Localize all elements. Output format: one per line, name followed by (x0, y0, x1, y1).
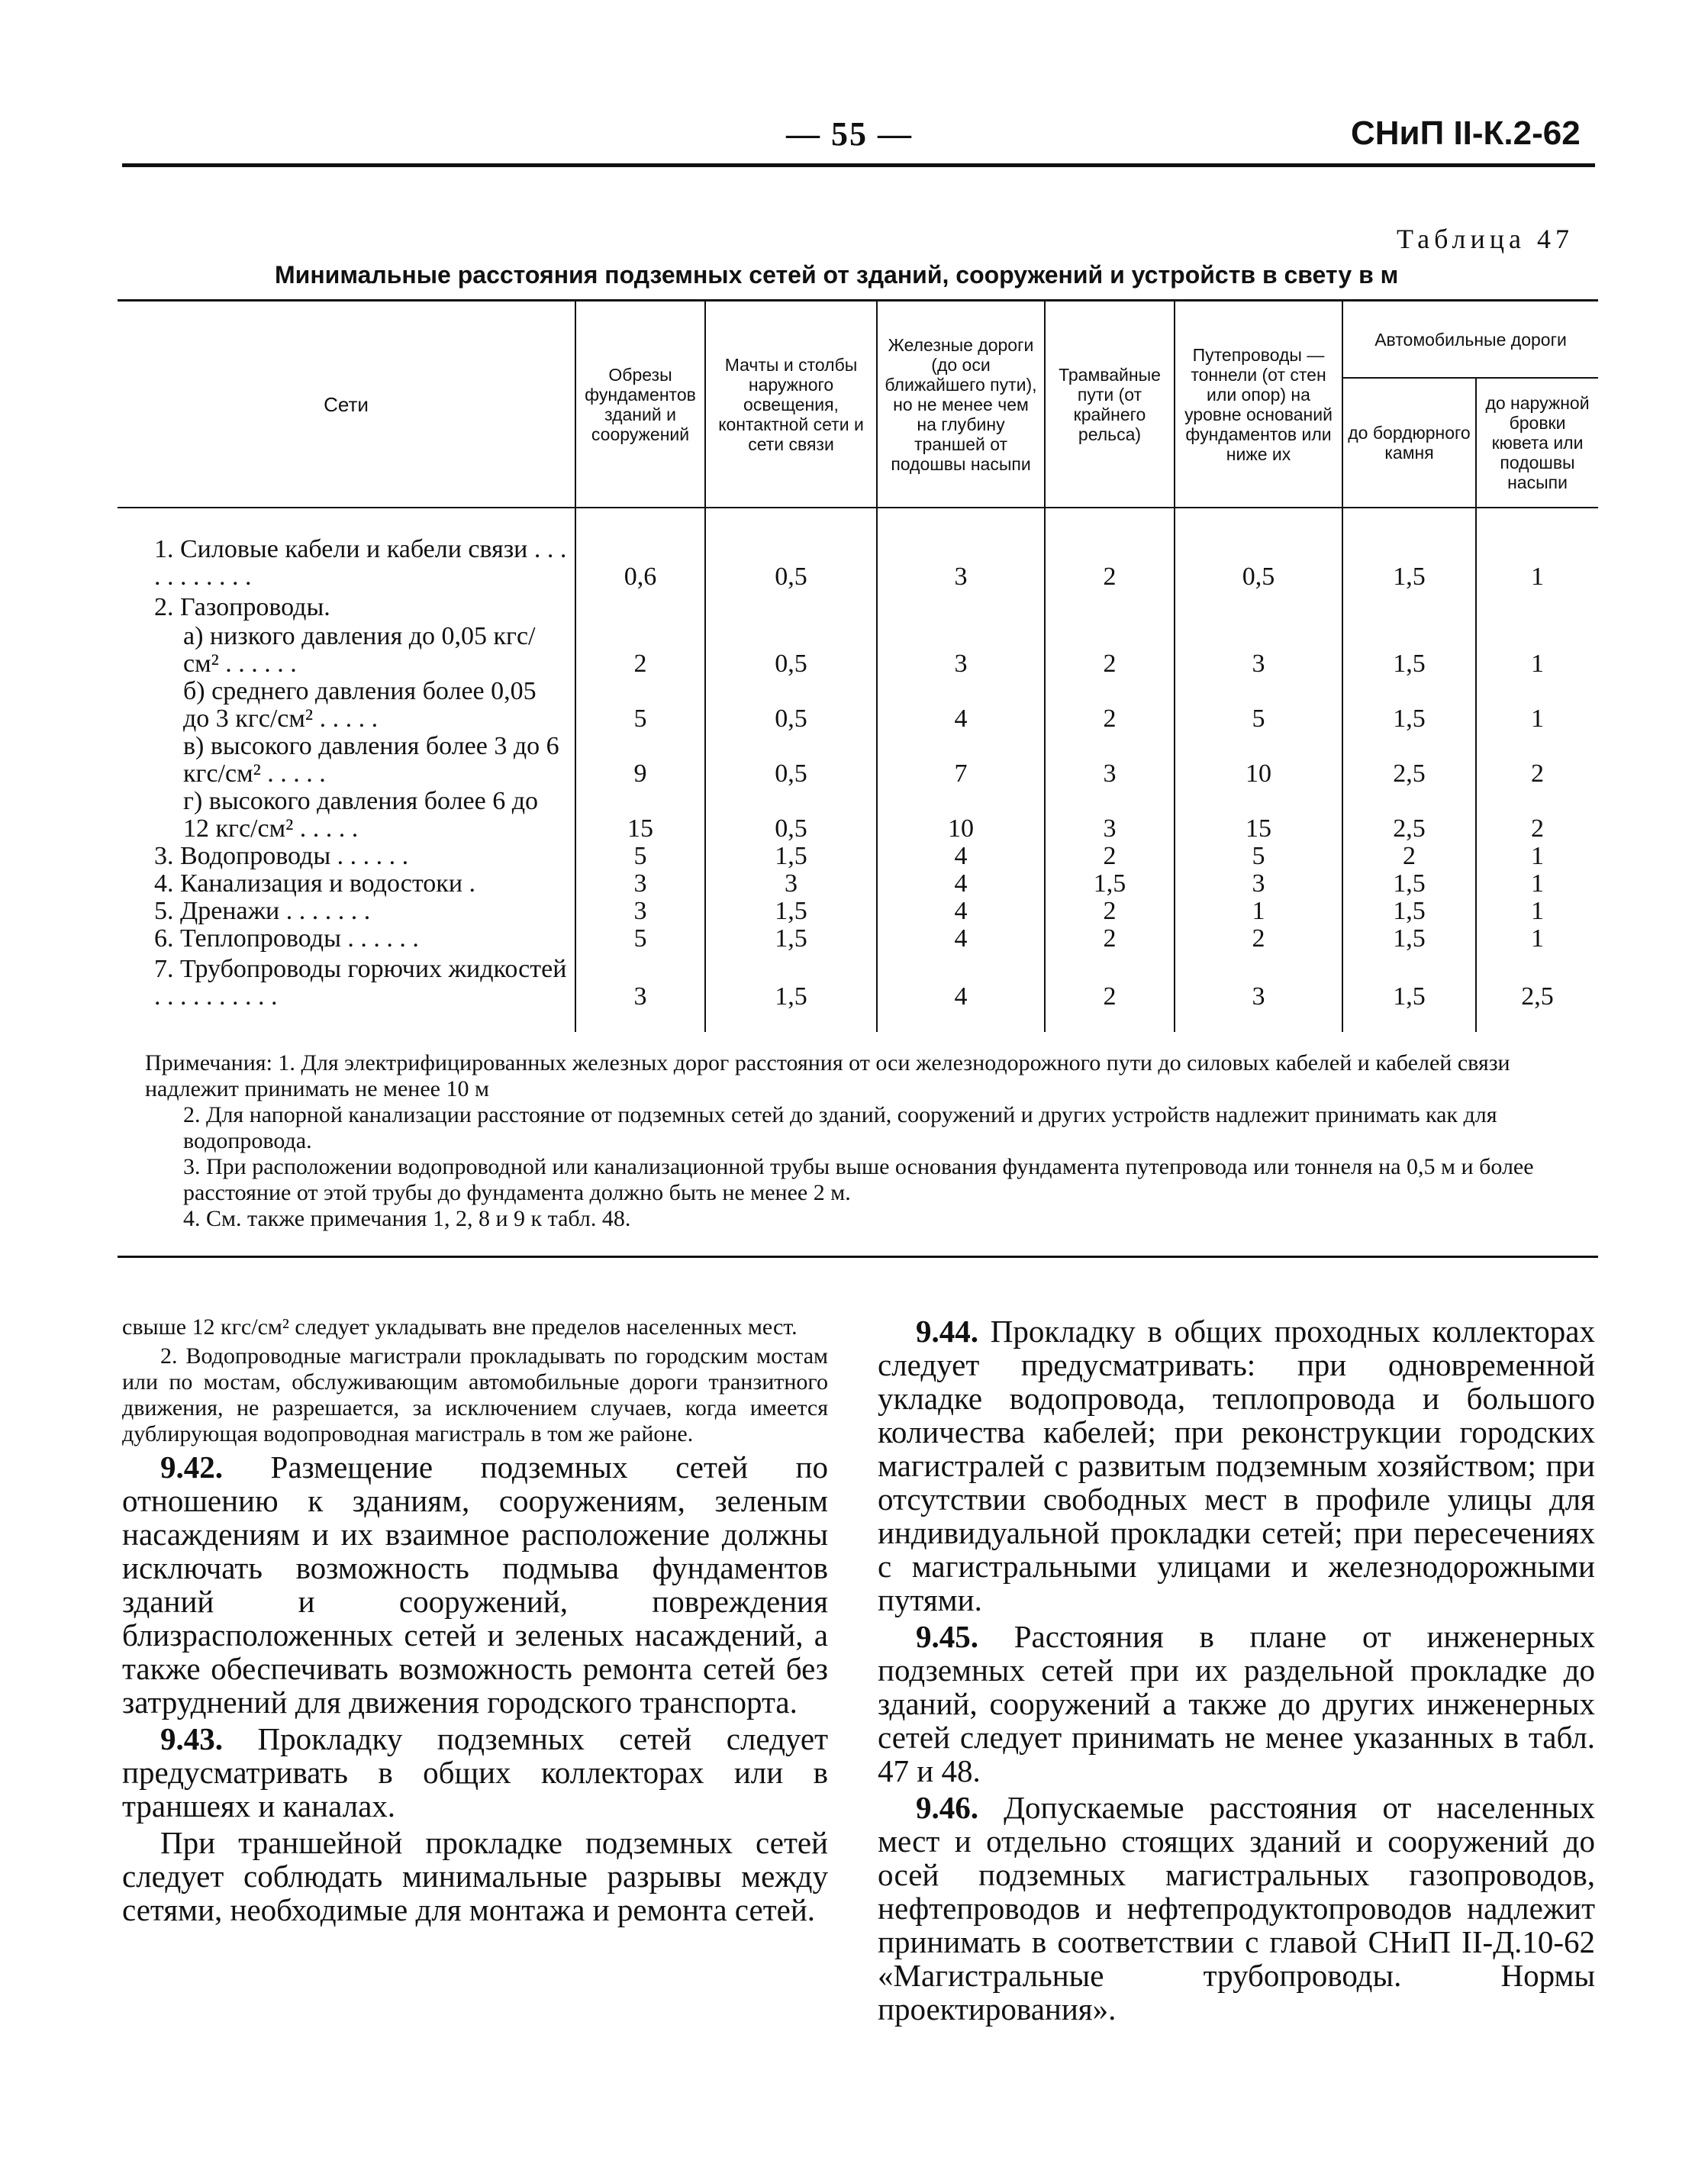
table-row (118, 733, 1598, 788)
table-row (118, 591, 1598, 621)
cell: 1 (1476, 843, 1598, 870)
table-row (118, 953, 1598, 1011)
cell: 2 (1175, 925, 1342, 953)
cell: 10 (877, 788, 1045, 843)
cell: 1,5 (1342, 953, 1476, 1011)
row-label: б) среднего давления более 0,05 до 3 кгс/см² . . . . . (183, 677, 537, 733)
cell: 3 (705, 870, 877, 898)
paragraph-text: Прокладку подземных сетей следует предусматривать в общих коллекторах или в траншеях и каналах. (122, 1721, 829, 1824)
note-4: 4. См. также примечания 1, 2, 8 и 9 к табл. 48. (183, 1206, 631, 1231)
row-label: 3. Водопроводы . . . . . . (154, 842, 409, 870)
row-label: 1. Силовые кабели и кабели связи . . . . . . . . . . . (154, 535, 567, 591)
table-row (118, 898, 1598, 925)
cell: 3 (877, 621, 1045, 678)
table-row (118, 843, 1598, 870)
cell: 1 (1476, 898, 1598, 925)
col-header-foundations: Обрезы фундаментов зданий и сооружений (575, 302, 705, 508)
cell: 1 (1476, 530, 1598, 591)
cell: 1,5 (705, 898, 877, 925)
cell: 5 (1175, 678, 1342, 733)
row-label: 4. Канализация и водостоки . (154, 869, 476, 898)
cell: 1,5 (1342, 870, 1476, 898)
table-row (118, 621, 1598, 678)
header-rule (122, 163, 1595, 167)
cell: 15 (575, 788, 705, 843)
cell: 2 (1045, 898, 1175, 925)
cell: 3 (575, 898, 705, 925)
paragraph-9-44 (878, 1314, 1595, 1617)
cell: 7 (877, 733, 1045, 788)
continued-text: свыше 12 кгс/см² следует укладывать вне пределов населенных мест. (122, 1314, 798, 1340)
cell: 1,5 (1342, 925, 1476, 953)
cell: 4 (877, 898, 1045, 925)
table-number: Таблица 47 (1397, 224, 1574, 254)
cell: 2 (1476, 733, 1598, 788)
cell: 1,5 (1342, 678, 1476, 733)
cell: 5 (575, 678, 705, 733)
col-header-networks: Сети (118, 302, 575, 508)
cell: 2 (575, 621, 705, 678)
cell: 1,5 (705, 843, 877, 870)
cell: 0,5 (705, 530, 877, 591)
paragraph-9-45 (878, 1620, 1595, 1788)
col-header-overpasses: Путепроводы — тоннели (от стен или опор) на уровне оснований фундаментов или ниже их (1175, 302, 1342, 508)
cell: 4 (877, 925, 1045, 953)
cell: 2 (1045, 530, 1175, 591)
cell: 1,5 (1342, 898, 1476, 925)
cell: 0,5 (705, 678, 877, 733)
cell: 3 (575, 953, 705, 1011)
cell: 3 (877, 530, 1045, 591)
cell: 5 (575, 925, 705, 953)
cell: 0,5 (705, 788, 877, 843)
cell: 2 (1045, 621, 1175, 678)
cell: 1 (1476, 870, 1598, 898)
cell: 2 (1045, 843, 1175, 870)
continued-note-2: 2. Водопроводные магистрали прокладывать по городским мостам или по мостам, обслуживающим автомобильные дороги транзитного движения, не разрешается, за исключением случаев, когда имеется дублирующая водопроводная магистраль в том же районе. (122, 1343, 828, 1446)
cell: 2 (1045, 678, 1175, 733)
row-label: а) низкого давления до 0,05 кгс/см² . . . . . . (183, 622, 536, 678)
table-notes (145, 1050, 1580, 1232)
cell: 2 (1342, 843, 1476, 870)
cell: 9 (575, 733, 705, 788)
right-column (878, 1314, 1595, 2029)
cell: 5 (1175, 843, 1342, 870)
cell: 3 (1175, 621, 1342, 678)
paragraph-number: 9.46. (916, 1790, 978, 1825)
cell: 15 (1175, 788, 1342, 843)
paragraph-text: Допускаемые расстояния от населенных мест и отдельно стоящих зданий и сооружений до осей подземных магистральных газопроводов, нефтепроводов и нефтепродуктопроводов надлежит принимать в соответствии с главой СНиП II-Д.10-62 «Магистральные трубопроводы. Нормы проектирования». (878, 1790, 1596, 2027)
paragraph-9-43-b: При траншейной прокладке подземных сетей следует соблюдать минимальные разрывы между сетями, необходимые для монтажа и ремонта сетей. (122, 1825, 828, 1927)
cell: 1,5 (1342, 621, 1476, 678)
col-header-roads-curb: до бордюрного камня (1342, 378, 1476, 508)
table-row (118, 870, 1598, 898)
cell: 10 (1175, 733, 1342, 788)
cell: 1,5 (1342, 530, 1476, 591)
paragraph-number: 9.42. (160, 1450, 223, 1485)
cell: 1,5 (705, 953, 877, 1011)
cell: 2,5 (1342, 788, 1476, 843)
row-label: г) высокого давления более 6 до 12 кгс/см² . . . . . (183, 787, 539, 843)
table-row (118, 678, 1598, 733)
cell: 3 (1175, 953, 1342, 1011)
cell: 1 (1476, 678, 1598, 733)
paragraph-number: 9.45. (916, 1619, 978, 1654)
cell: 0,5 (1175, 530, 1342, 591)
cell: 1 (1476, 925, 1598, 953)
paragraph-number: 9.43. (160, 1721, 223, 1756)
note-3: 3. При расположении водопроводной или канализационной трубы выше основания фундамента путепровода или тоннеля на 0,5 м и более расстояние от этой трубы до фундамента должно быть не менее 2 м. (183, 1154, 1534, 1205)
cell: 4 (877, 953, 1045, 1011)
paragraph-text: Прокладку в общих проходных коллекторах следует предусматривать: при одновременной укладке водопровода, теплопровода и большого количества кабелей; при реконструкции городских магистралей с развитым подземным хозяйством; при отсутствии свободных мест в профиле улицы для индивидуальной прокладки сетей; при пересечениях с магистральными улицами и железнодорожными путями. (878, 1314, 1595, 1617)
col-header-roads: Автомобильные дороги (1342, 302, 1598, 378)
cell: 3 (1045, 733, 1175, 788)
paragraph-9-42 (122, 1450, 828, 1719)
cell: 2 (1045, 953, 1175, 1011)
note-2: 2. Для напорной канализации расстояние от подземных сетей до зданий, сооружений и других устройств надлежит принимать как для водопровода. (183, 1102, 1497, 1153)
row-label: 7. Трубопроводы горючих жидкостей . . . . . . . . . . (154, 955, 567, 1011)
cell: 1 (1175, 898, 1342, 925)
row-label: 2. Газопроводы. (154, 593, 330, 621)
cell: 1,5 (705, 925, 877, 953)
cell: 4 (877, 870, 1045, 898)
table-title: Минимальные расстояния подземных сетей от зданий, сооружений и устройств в свету в м (275, 261, 1399, 289)
cell: 2,5 (1476, 953, 1598, 1011)
note-1: Примечания: 1. Для электрифицированных железных дорог расстояния от оси железнодорожного пути до силовых кабелей и кабелей связи надлежит принимать не менее 10 м (145, 1050, 1510, 1101)
cell: 0,5 (705, 621, 877, 678)
col-header-masts: Мачты и столбы наружного освещения, контактной сети и сети связи (705, 302, 877, 508)
col-header-railways: Железные дороги (до оси ближайшего пути), но не менее чем на глубину траншей от подошвы насыпи (877, 302, 1045, 508)
cell: 2 (1476, 788, 1598, 843)
cell: 3 (1045, 788, 1175, 843)
paragraph-text: Расстояния в плане от инженерных подземных сетей при их раздельной прокладке до зданий, сооружений а также до других инженерных сетей следует принимать не менее указанных в табл. 47 и 48. (878, 1619, 1595, 1788)
cell: 4 (877, 678, 1045, 733)
page-number: — 55 — (786, 115, 913, 153)
cell: 4 (877, 843, 1045, 870)
row-label: 6. Теплопроводы . . . . . . (154, 924, 419, 953)
cell: 2 (1045, 925, 1175, 953)
cell: 3 (1175, 870, 1342, 898)
cell: 1,5 (1045, 870, 1175, 898)
row-label: 5. Дренажи . . . . . . . (154, 897, 371, 925)
table-row (118, 788, 1598, 843)
cell: 0,6 (575, 530, 705, 591)
paragraph-number: 9.44. (916, 1314, 978, 1349)
paragraph-9-43 (122, 1722, 828, 1823)
col-header-roads-ditch: до наружной бровки кювета или подошвы насыпи (1476, 378, 1598, 508)
table-row (118, 925, 1598, 953)
col-header-tram: Трамвайные пути (от крайнего рельса) (1045, 302, 1175, 508)
cell: 1 (1476, 621, 1598, 678)
cell: 2,5 (1342, 733, 1476, 788)
distance-table (118, 302, 1598, 1032)
row-label: в) высокого давления более 3 до 6 кгс/см² . . . . . (183, 732, 559, 788)
paragraph-9-46 (878, 1791, 1595, 2026)
paragraph-text: Размещение подземных сетей по отношению к зданиям, сооружениям, зеленым насаждениям и их взаимное расположение должны исключать возможность подмыва фундаментов зданий и сооружений, повреждения близрасположенных сетей и зеленых насаждений, а также обеспечивать возможность ремонта сетей без затруднений для движения городского транспорта. (122, 1450, 829, 1720)
cell: 5 (575, 843, 705, 870)
left-column (122, 1314, 828, 1930)
cell: 3 (575, 870, 705, 898)
document-code: СНиП II-К.2-62 (1351, 114, 1581, 152)
table-row (118, 530, 1598, 591)
cell: 0,5 (705, 733, 877, 788)
